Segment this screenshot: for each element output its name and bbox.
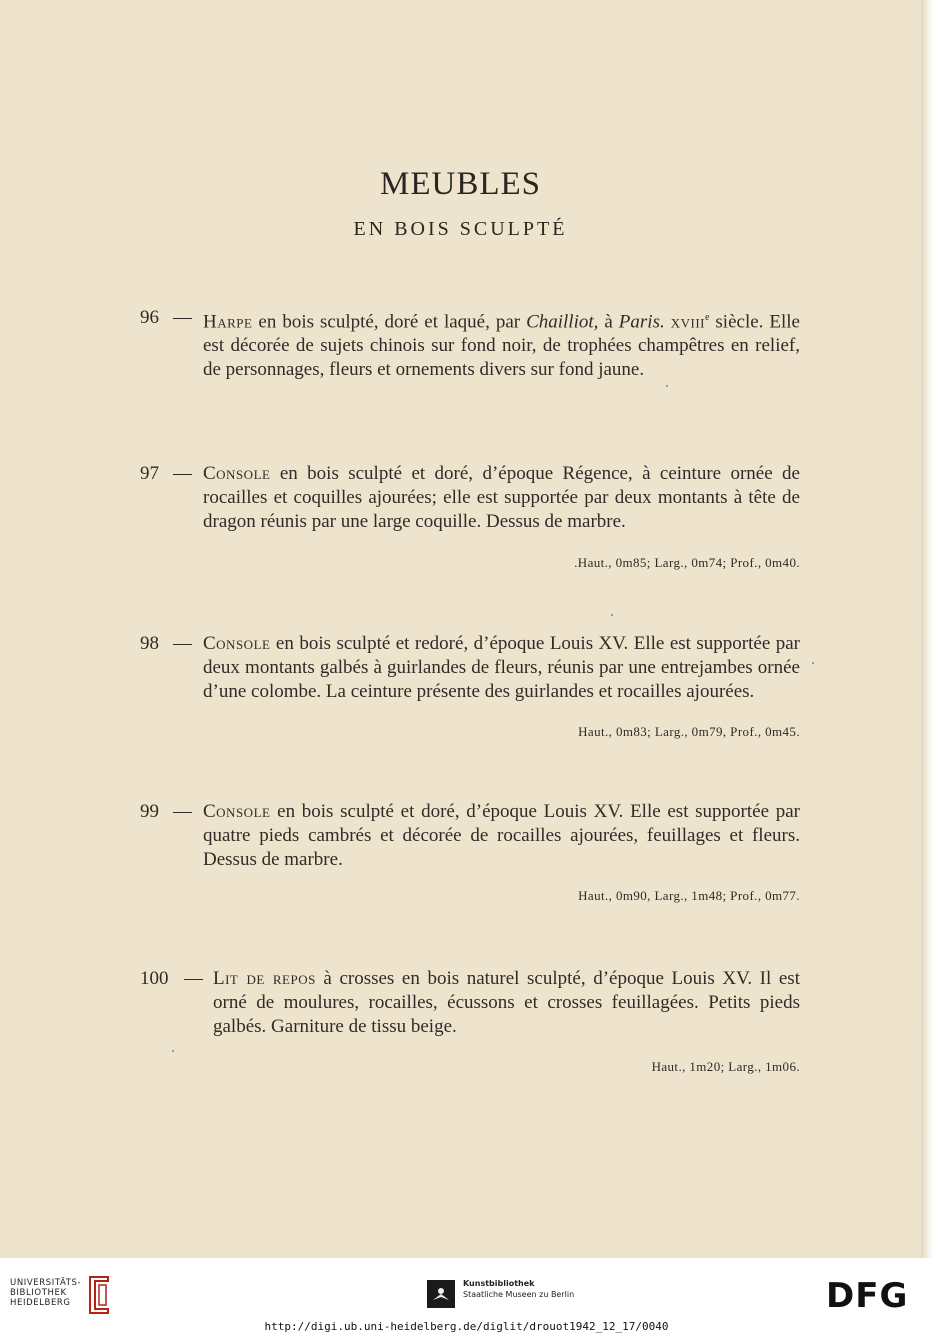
lot-entry bbox=[140, 632, 800, 739]
museum-title: Kunstbibliothek bbox=[463, 1279, 535, 1288]
lot-entry bbox=[140, 306, 800, 382]
lot-text: à bbox=[598, 311, 619, 333]
lot-description bbox=[203, 632, 800, 704]
lot-maker: Chailliot, bbox=[526, 311, 599, 333]
scan-speck bbox=[666, 385, 668, 387]
lot-name: Harpe bbox=[203, 311, 253, 333]
library-line: UNIVERSITÄTS- bbox=[10, 1278, 82, 1288]
lot-number: 97 bbox=[140, 463, 159, 484]
museum-name bbox=[463, 1278, 574, 1300]
lot-entry bbox=[140, 967, 800, 1074]
page-subtitle: EN BOIS SCULPTÉ bbox=[353, 218, 568, 240]
lot-entry bbox=[140, 800, 800, 903]
lot-dash: — bbox=[184, 968, 203, 989]
scan-speck bbox=[172, 1050, 174, 1052]
lot-entry bbox=[140, 462, 800, 570]
library-name bbox=[10, 1278, 85, 1308]
lot-text: en bois sculpté et redoré, d’époque Louis XV. Elle est supportée par deux montants galbés à guirlandes de fleurs, réunis par une entrejambes ornée d’une colombe. La ceinture présente des guirlandes et rocailles ajourées. bbox=[203, 633, 800, 702]
library-logo-icon bbox=[86, 1275, 112, 1315]
lot-dash: — bbox=[173, 463, 192, 484]
lot-name: Lit de repos bbox=[213, 968, 316, 989]
lot-description bbox=[203, 800, 800, 872]
lot-dash: — bbox=[173, 801, 192, 822]
lot-city: Paris. bbox=[618, 311, 665, 333]
lot-dimensions: Haut., 0m83; Larg., 0m79, Prof., 0m45. bbox=[578, 724, 800, 739]
lot-number: 99 bbox=[140, 801, 159, 822]
page-edge bbox=[921, 0, 933, 1258]
lot-number: 96 bbox=[140, 307, 159, 328]
library-line: HEIDELBERG bbox=[10, 1298, 71, 1308]
lot-description bbox=[203, 462, 800, 534]
source-url[interactable]: http://digi.ub.uni-heidelberg.de/diglit/drouot1942_12_17/0040 bbox=[264, 1320, 669, 1333]
lot-name: Console bbox=[203, 633, 271, 654]
lot-dimensions: .Haut., 0m85; Larg., 0m74; Prof., 0m40. bbox=[574, 555, 800, 570]
page-title: MEUBLES bbox=[379, 166, 541, 202]
lot-text: siècle. Elle est décorée de sujets chinois sur fond noir, de trophées champêtres en relief, de personnages, fleurs et ornements divers sur fond jaune. bbox=[203, 311, 800, 381]
lot-dimensions: Haut., 1m20; Larg., 1m06. bbox=[651, 1059, 800, 1074]
lot-century-sup: e bbox=[704, 312, 710, 323]
lot-text: en bois sculpté et doré, d’époque Régence, à ceinture ornée de rocailles et coquilles ajourées; elle est supportée par deux montants à tête de dragon réunis par une large coquille. Dessus de marbre. bbox=[203, 463, 800, 532]
library-line: BIBLIOTHEK bbox=[10, 1288, 67, 1298]
lot-description bbox=[203, 306, 800, 382]
lot-dash: — bbox=[173, 307, 192, 328]
lot-dimensions: Haut., 0m90, Larg., 1m48; Prof., 0m77. bbox=[578, 888, 800, 903]
lot-text: en bois sculpté et doré, d’époque Louis XV. Elle est supportée par quatre pieds cambrés et décorée de rocailles ajourées, feuillages et fleurs. Dessus de marbre. bbox=[203, 801, 800, 870]
scan-speck bbox=[611, 614, 613, 616]
lot-number: 100 bbox=[140, 968, 169, 989]
museum-subtitle: Staatliche Museen zu Berlin bbox=[463, 1290, 575, 1299]
lot-number: 98 bbox=[140, 633, 159, 654]
lot-description bbox=[213, 967, 800, 1039]
lot-text: à crosses en bois naturel sculpté, d’époque Louis XV. Il est orné de moulures, rocailles, écussons et crosses feuillagées. Petits pieds galbés. Garniture de tissu beige. bbox=[213, 968, 800, 1037]
lot-name: Console bbox=[203, 801, 271, 822]
lot-name: Console bbox=[203, 463, 271, 484]
museum-logo-icon bbox=[427, 1280, 455, 1308]
lot-century: xviii bbox=[670, 311, 705, 333]
dfg-logo: DFG bbox=[826, 1276, 909, 1316]
scan-speck bbox=[812, 662, 814, 664]
lot-dash: — bbox=[173, 633, 192, 654]
lot-text: en bois sculpté, doré et laqué, par bbox=[252, 311, 527, 333]
